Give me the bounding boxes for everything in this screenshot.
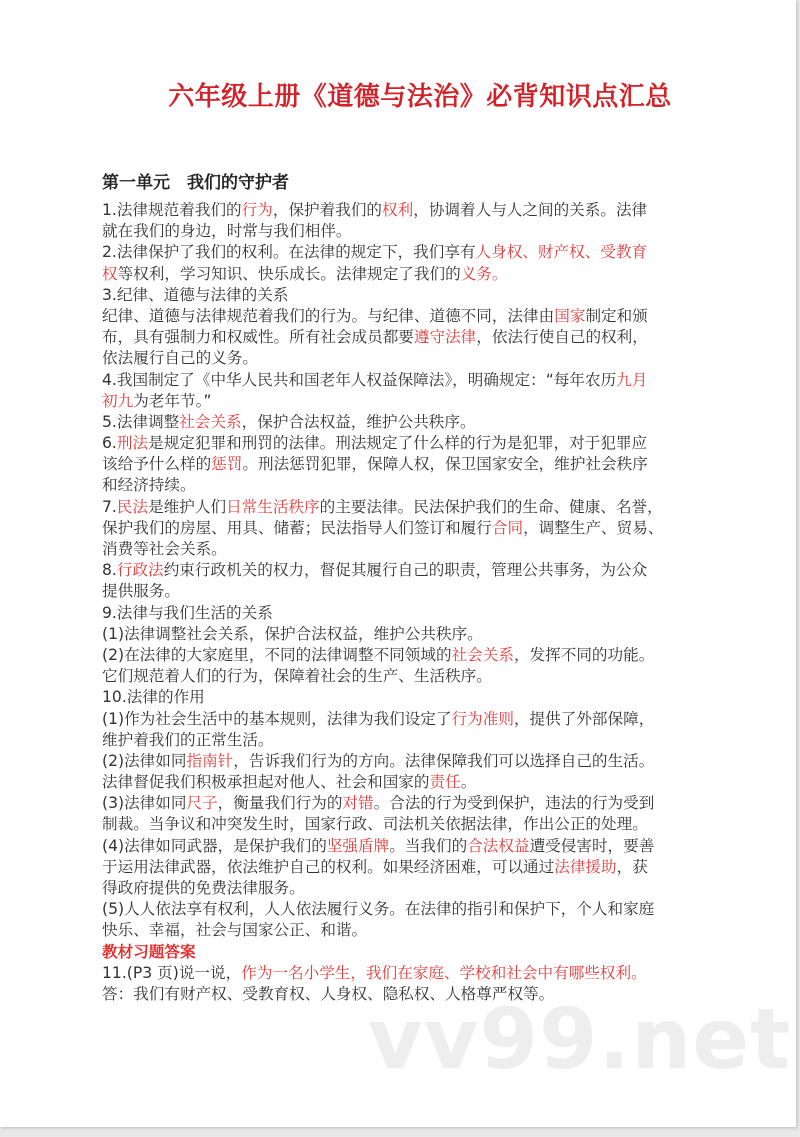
text-line bbox=[102, 327, 682, 348]
text-segment: 依法履行自己的义务。 bbox=[102, 349, 258, 368]
text-segment: 布，具有强制力和权威性。所有社会成员都要 bbox=[102, 328, 414, 347]
text-segment: 约束行政机关的权力，督促其履行自己的职责，管理公共事务，为公众 bbox=[163, 561, 648, 580]
text-segment: ，提供了外部保障， bbox=[513, 709, 655, 728]
text-line bbox=[102, 730, 682, 751]
text-line bbox=[102, 391, 682, 412]
text-line bbox=[102, 348, 682, 369]
text-segment: 10.法律的作用 bbox=[102, 688, 205, 707]
text-line bbox=[102, 497, 682, 518]
text-line bbox=[102, 772, 682, 793]
text-segment: (1)作为社会生活中的基本规则，法律为我们设定了 bbox=[102, 709, 452, 728]
highlighted-keyword: 教材习题答案 bbox=[102, 942, 196, 961]
text-line bbox=[102, 200, 682, 221]
text-line bbox=[102, 624, 682, 645]
text-segment: ，发挥不同的功能。 bbox=[513, 645, 655, 664]
document-title: 六年级上册《道德与法治》必背知识点汇总 bbox=[168, 82, 672, 112]
highlighted-keyword: 九月 bbox=[616, 370, 648, 389]
text-segment: 11.(P3 页)说一说， bbox=[102, 963, 242, 982]
text-segment: 1.法律规范着我们的 bbox=[102, 201, 242, 219]
text-segment: 3.纪律、道德与法律的关系 bbox=[102, 285, 289, 304]
text-segment: ，告诉我们行为的方向。法律保障我们可以选择自己的生活。 bbox=[233, 751, 655, 770]
text-line bbox=[102, 836, 682, 857]
text-line bbox=[102, 242, 682, 263]
text-segment: (3)法律如同 bbox=[102, 794, 187, 813]
text-segment: 。合法的行为受到保护，违法的行为受到 bbox=[373, 794, 655, 813]
text-line bbox=[102, 920, 682, 941]
highlighted-keyword: 尺子 bbox=[186, 794, 218, 813]
highlighted-keyword: 惩罚 bbox=[211, 455, 243, 474]
text-segment: (4)法律如同武器，是保护我们的 bbox=[102, 836, 327, 855]
text-segment: (5)人人依法享有权利，人人依法履行义务。在法律的指引和保护下，个人和家庭 bbox=[102, 900, 655, 919]
text-line bbox=[102, 370, 682, 391]
text-segment: 的主要法律。民法保护我们的生命、健康、名誉， bbox=[319, 497, 663, 516]
highlighted-keyword: 作为一名小学生，我们在家庭、学校和社会中有哪些权利。 bbox=[241, 963, 647, 982]
text-segment: 是维护人们 bbox=[148, 497, 227, 516]
text-line bbox=[102, 751, 682, 772]
text-segment: ，获 bbox=[616, 857, 648, 876]
text-line bbox=[102, 942, 682, 963]
highlighted-keyword: 指南针 bbox=[186, 751, 234, 770]
highlighted-keyword: 日常生活秩序 bbox=[226, 497, 320, 516]
text-segment: ，保护合法权益，维护公共秩序。 bbox=[241, 412, 476, 431]
document-body bbox=[102, 200, 682, 1005]
text-segment: 遭受侵害时，要善 bbox=[529, 836, 655, 855]
highlighted-keyword: 行为 bbox=[241, 201, 273, 219]
text-line bbox=[102, 285, 682, 306]
text-line bbox=[102, 412, 682, 433]
text-segment: (2)在法律的大家庭里，不同的法律调整不同领域的 bbox=[102, 645, 452, 664]
highlighted-keyword: 责任 bbox=[429, 773, 461, 792]
text-line bbox=[102, 963, 682, 984]
highlighted-keyword: 合法权益 bbox=[467, 836, 530, 855]
highlighted-keyword: 权利 bbox=[382, 201, 414, 219]
text-segment: 得政府提供的免费法律服务。 bbox=[102, 879, 305, 897]
text-segment: 消费等社会关系。 bbox=[102, 540, 227, 558]
text-segment: 为老年节。” bbox=[133, 391, 212, 410]
text-segment: 答：我们有财产权、受教育权、人身权、隐私权、人格尊严权等。 bbox=[102, 984, 555, 1003]
text-segment: 是规定犯罪和刑罚的法律。刑法规定了什么样的行为是犯罪，对于犯罪应 bbox=[148, 434, 648, 453]
text-segment: ，保护着我们的 bbox=[272, 201, 383, 219]
text-segment: 纪律、道德与法律规范着我们的行为。与纪律、道德不同，法律由 bbox=[102, 306, 555, 325]
text-segment: 于运用法律武器，依法维护自己的权利。如果经济困难，可以通过 bbox=[102, 857, 555, 876]
text-segment: 就在我们的身边，时常与我们相伴。 bbox=[102, 222, 352, 241]
text-line bbox=[102, 687, 682, 708]
highlighted-keyword: 行政法 bbox=[116, 561, 164, 580]
text-segment: 。 bbox=[460, 773, 477, 792]
text-line bbox=[102, 475, 682, 496]
text-segment: 该给予什么样的 bbox=[102, 455, 212, 474]
text-segment: 法律督促我们积极承担起对他人、社会和国家的 bbox=[102, 773, 430, 792]
text-segment: ，调整生产、贸易、 bbox=[523, 518, 664, 537]
text-line bbox=[102, 814, 682, 835]
text-line bbox=[102, 645, 682, 666]
text-segment: 。刑法惩罚犯罪，保障人权，保卫国家安全，维护社会秩序 bbox=[242, 455, 648, 474]
text-line bbox=[102, 581, 682, 602]
text-segment: (1)法律调整社会关系，保护合法权益，维护公共秩序。 bbox=[102, 624, 483, 643]
highlighted-keyword: 对错 bbox=[342, 794, 374, 813]
highlighted-keyword: 行为准则 bbox=[451, 709, 514, 728]
text-line bbox=[102, 518, 682, 539]
unit-heading: 第一单元 我们的守护者 bbox=[102, 173, 289, 193]
text-segment: 等权利，学习知识、快乐成长。法律规定了我们的 bbox=[117, 264, 461, 283]
watermark: vv99.net bbox=[368, 990, 792, 1088]
text-segment: 8. bbox=[102, 561, 117, 580]
highlighted-keyword: 法律援助 bbox=[554, 857, 617, 876]
text-segment: 9.法律与我们生活的关系 bbox=[102, 603, 273, 622]
text-line bbox=[102, 709, 682, 730]
highlighted-keyword: 义务。 bbox=[460, 264, 508, 283]
text-line bbox=[102, 603, 682, 624]
text-segment: ，协调着人与人之间的关系。法律 bbox=[413, 201, 648, 219]
text-segment: 4.我国制定了《中华人民共和国老年人权益保障法》，明确规定：“每年农历 bbox=[102, 370, 617, 389]
highlighted-keyword: 初九 bbox=[102, 391, 134, 410]
text-line bbox=[102, 306, 682, 327]
text-segment: 5.法律调整 bbox=[102, 412, 180, 431]
text-segment: ，依法行使自己的权利， bbox=[476, 328, 648, 347]
text-line bbox=[102, 899, 682, 920]
text-line bbox=[102, 857, 682, 878]
text-segment: 6. bbox=[102, 434, 117, 453]
text-segment: 维护着我们的正常生活。 bbox=[102, 730, 274, 749]
text-line bbox=[102, 878, 682, 899]
text-segment: 它们规范着人们的行为，保障着社会的生产、生活秩序。 bbox=[102, 667, 492, 686]
highlighted-keyword: 人身权、财产权、受教育 bbox=[475, 243, 648, 262]
text-line bbox=[102, 666, 682, 687]
text-line bbox=[102, 454, 682, 475]
highlighted-keyword: 合同 bbox=[491, 518, 524, 537]
text-line bbox=[102, 539, 682, 560]
highlighted-keyword: 民法 bbox=[116, 497, 149, 516]
highlighted-keyword: 社会关系 bbox=[179, 412, 242, 431]
text-segment: 。当我们的 bbox=[389, 836, 468, 855]
text-segment: 制定和颁 bbox=[585, 306, 648, 325]
highlighted-keyword: 权 bbox=[102, 264, 118, 283]
text-segment: 和经济持续。 bbox=[102, 476, 196, 495]
text-line bbox=[102, 433, 682, 454]
text-segment: 保护我们的房屋、用具、储蓄；民法指导人们签订和履行 bbox=[102, 518, 492, 537]
text-line bbox=[102, 793, 682, 814]
highlighted-keyword: 刑法 bbox=[116, 434, 149, 453]
text-segment: 提供服务。 bbox=[102, 582, 180, 601]
highlighted-keyword: 社会关系 bbox=[451, 645, 514, 664]
text-segment: (2)法律如同 bbox=[102, 751, 187, 770]
text-segment: 制裁。当争议和冲突发生时，国家行政、司法机关依据法律，作出公正的处理。 bbox=[102, 815, 648, 834]
highlighted-keyword: 国家 bbox=[554, 306, 586, 325]
text-segment: 7. bbox=[102, 497, 117, 516]
text-line bbox=[102, 560, 682, 581]
text-segment: 2.法律保护了我们的权利。在法律的规定下，我们享有 bbox=[102, 243, 476, 262]
highlighted-keyword: 坚强盾牌 bbox=[326, 836, 390, 855]
text-segment: 快乐、幸福，社会与国家公正、和谐。 bbox=[102, 921, 368, 940]
text-segment: ，衡量我们行为的 bbox=[217, 794, 343, 813]
text-line bbox=[102, 221, 682, 242]
text-line bbox=[102, 264, 682, 285]
highlighted-keyword: 遵守法律 bbox=[413, 328, 477, 347]
